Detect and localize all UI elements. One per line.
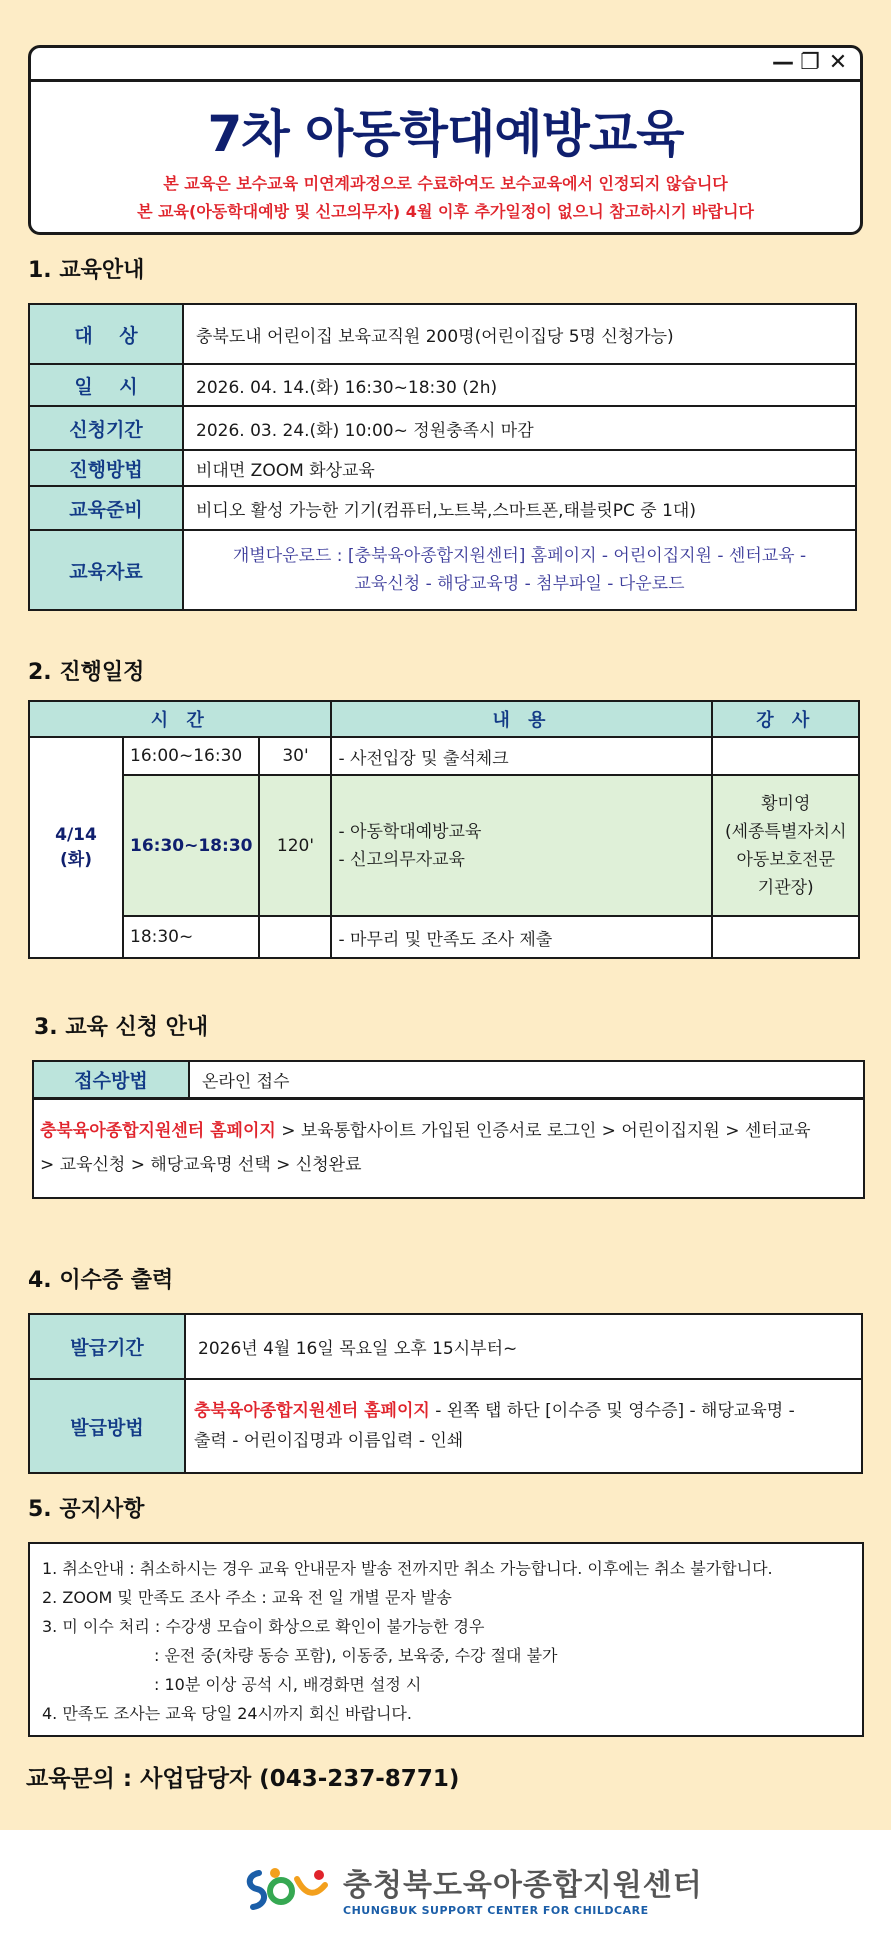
certificate-table xyxy=(28,1313,863,1474)
section-5-heading: 5. 공지사항 xyxy=(28,1497,145,1522)
header-content: 내 용 xyxy=(331,701,712,737)
restore-icon[interactable]: ❐ xyxy=(800,50,820,75)
time-cell: 18:30~ xyxy=(123,916,259,958)
row-value: 2026년 4월 16일 목요일 오후 15시부터~ xyxy=(185,1314,862,1379)
table-row xyxy=(29,406,856,450)
table-row xyxy=(29,1379,862,1473)
row-label: 교육준비 xyxy=(29,486,183,530)
lecturer-name: 황미영 xyxy=(761,793,811,814)
org-logo xyxy=(245,1860,703,1917)
duration-cell xyxy=(259,916,331,958)
table-row xyxy=(29,1314,862,1379)
homepage-link[interactable]: 충북육아종합지원센터 홈페이지 xyxy=(194,1401,430,1421)
notice-item: 3. 미 이수 처리 : 수강생 모습이 화상으로 확인이 불가능한 경우 xyxy=(42,1617,485,1636)
row-label: 교육자료 xyxy=(29,530,183,610)
notice-item: : 운전 중(차량 동승 포함), 이동중, 보육중, 수강 절대 불가 xyxy=(154,1646,558,1665)
download-path xyxy=(183,530,856,610)
table-row xyxy=(29,737,859,775)
content-cell: - 마무리 및 만족도 조사 제출 xyxy=(331,916,712,958)
content-line-2: - 신고의무자교육 xyxy=(338,849,465,870)
row-value: 충북도내 어린이집 보육교직원 200명(어린이집당 5명 신청가능) xyxy=(183,304,856,364)
table-row xyxy=(33,1061,864,1098)
row-value: 비대면 ZOOM 화상교육 xyxy=(183,450,856,486)
table-row xyxy=(29,450,856,486)
row-value: 온라인 접수 xyxy=(189,1061,864,1098)
content-cell: - 사전입장 및 출석체크 xyxy=(331,737,712,775)
lecturer-cell xyxy=(712,775,859,916)
row-value: 2026. 03. 24.(화) 10:00~ 정원충족시 마감 xyxy=(183,406,856,450)
table-header-row xyxy=(29,701,859,737)
date-cell xyxy=(29,737,123,958)
row-label: 발급방법 xyxy=(29,1379,185,1473)
lecturer-affiliation-3: 기관장) xyxy=(757,877,814,898)
close-icon[interactable]: ✕ xyxy=(828,50,848,75)
footer xyxy=(0,1830,891,1933)
table-row xyxy=(29,304,856,364)
schedule-table xyxy=(28,700,860,959)
duration-cell: 120' xyxy=(259,775,331,916)
time-cell: 16:30~18:30 xyxy=(123,775,259,916)
education-info-table xyxy=(28,303,857,611)
section-4-heading: 4. 이수증 출력 xyxy=(28,1268,174,1293)
window-titlebar xyxy=(31,48,860,82)
row-value: 비디오 활성 가능한 기기(컴퓨터,노트북,스마트폰,태블릿PC 중 1대) xyxy=(183,486,856,530)
section-1-heading: 1. 교육안내 xyxy=(28,258,145,283)
org-name-korean: 충청북도육아종합지원센터 xyxy=(343,1868,703,1903)
lecturer-cell-empty xyxy=(712,916,859,958)
table-row xyxy=(29,916,859,958)
path-line-2: > 교육신청 > 해당교육명 선택 > 신청완료 xyxy=(40,1155,362,1176)
lecturer-affiliation-1: (세종특별자치시 xyxy=(724,821,847,842)
application-table xyxy=(32,1060,865,1199)
section-2-heading: 2. 진행일정 xyxy=(28,660,145,685)
download-path-line-1: 개별다운로드 : [충북육아종합지원센터] 홈페이지 - 어린이집지원 - 센터교육 - xyxy=(232,546,807,566)
table-row xyxy=(29,530,856,610)
issue-method xyxy=(185,1379,862,1473)
content-line-1: - 아동학대예방교육 xyxy=(338,821,482,842)
date-line-2: (화) xyxy=(60,850,92,870)
contact-info: 교육문의 : 사업담당자 (043-237-8771) xyxy=(26,1766,460,1792)
content-cell xyxy=(331,775,712,916)
org-logo-icon xyxy=(245,1865,333,1913)
notice-line-1: 본 교육은 보수교육 미연계과정으로 수료하여도 보수교육에서 인정되지 않습니다 xyxy=(163,174,728,193)
lecturer-affiliation-2: 아동보호전문 xyxy=(736,849,836,870)
section-3-heading: 3. 교육 신청 안내 xyxy=(34,1015,209,1040)
path-line-1: > 보육통합사이트 가입된 인증서로 로그인 > 어린이집지원 > 센터교육 xyxy=(275,1121,811,1142)
notice-item: : 10분 이상 공석 시, 배경화면 설정 시 xyxy=(154,1675,422,1694)
table-row xyxy=(33,1098,864,1198)
minimize-icon[interactable]: — xyxy=(772,50,794,75)
header-time: 시 간 xyxy=(29,701,331,737)
row-label: 발급기간 xyxy=(29,1314,185,1379)
row-label: 접수방법 xyxy=(33,1061,189,1098)
application-path xyxy=(33,1098,864,1198)
notice-item: 2. ZOOM 및 만족도 조사 주소 : 교육 전 일 개별 문자 발송 xyxy=(42,1588,452,1607)
row-label: 대 상 xyxy=(29,304,183,364)
method-line-1: - 왼쪽 탭 하단 [이수증 및 영수증] - 해당교육명 - xyxy=(429,1401,795,1421)
window-controls xyxy=(772,51,848,75)
header-lecturer: 강 사 xyxy=(712,701,859,737)
page-title: 7차 아동학대예방교육 xyxy=(207,105,684,163)
row-label: 신청기간 xyxy=(29,406,183,450)
org-name-english: CHUNGBUK SUPPORT CENTER FOR CHILDCARE xyxy=(343,1904,649,1917)
method-line-2: 출력 - 어린이집명과 이름입력 - 인쇄 xyxy=(194,1431,464,1451)
row-value: 2026. 04. 14.(화) 16:30~18:30 (2h) xyxy=(183,364,856,406)
notice-item: 4. 만족도 조사는 교육 당일 24시까지 회신 바랍니다. xyxy=(42,1704,412,1723)
lecturer-cell-empty xyxy=(712,737,859,775)
duration-cell: 30' xyxy=(259,737,331,775)
row-label: 진행방법 xyxy=(29,450,183,486)
table-row xyxy=(29,486,856,530)
homepage-link[interactable]: 충북육아종합지원센터 홈페이지 xyxy=(40,1121,276,1142)
table-row xyxy=(29,775,859,916)
time-cell: 16:00~16:30 xyxy=(123,737,259,775)
row-label: 일 시 xyxy=(29,364,183,406)
title-window xyxy=(28,45,863,235)
notice-item: 1. 취소안내 : 취소하시는 경우 교육 안내문자 발송 전까지만 취소 가능합니다. 이후에는 취소 불가합니다. xyxy=(42,1559,773,1578)
download-path-line-2: 교육신청 - 해당교육명 - 첨부파일 - 다운로드 xyxy=(354,574,685,594)
notice-line-2: 본 교육(아동학대예방 및 신고의무자) 4월 이후 추가일정이 없으니 참고하시기 바랍니다 xyxy=(137,202,754,221)
table-row xyxy=(29,364,856,406)
notice-box xyxy=(28,1542,864,1737)
date-line-1: 4/14 xyxy=(55,825,97,845)
